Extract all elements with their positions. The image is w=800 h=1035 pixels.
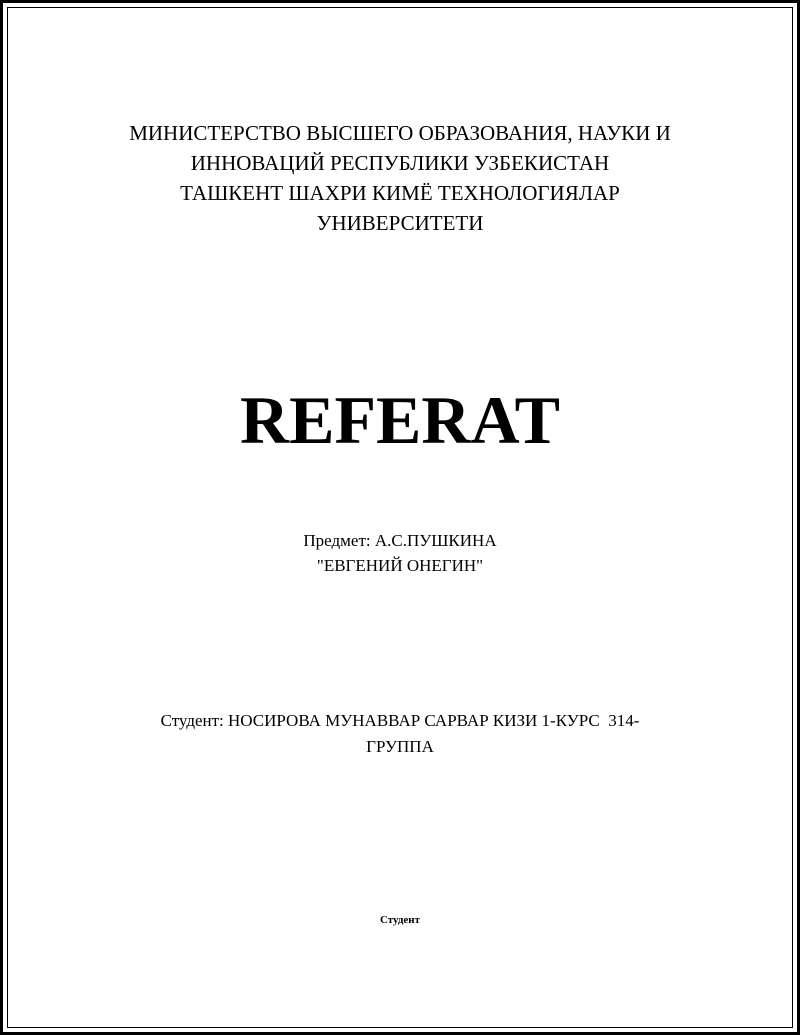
subject-block — [0, 528, 800, 578]
student-line-2: ГРУППА — [366, 737, 434, 756]
header-line-4: УНИВЕРСИТЕТИ — [316, 211, 484, 235]
institution-header — [0, 118, 800, 238]
student-block — [0, 708, 800, 760]
header-line-1: МИНИСТЕРСТВО ВЫСШЕГО ОБРАЗОВАНИЯ, НАУКИ И — [129, 121, 671, 145]
footer-label: Студент — [379, 914, 421, 926]
document-title: REFERAT — [240, 382, 560, 458]
subject-line-2: "ЕВГЕНИЙ ОНЕГИН" — [316, 556, 484, 575]
subject-line-1: Предмет: А.С.ПУШКИНА — [303, 531, 497, 550]
student-line-1: Студент: НОСИРОВА МУНАВВАР САРВАР КИЗИ 1-КУРС 314- — [160, 711, 640, 730]
header-line-2: ИННОВАЦИЙ РЕСПУБЛИКИ УЗБЕКИСТАН — [190, 151, 610, 175]
header-line-3: ТАШКЕНТ ШАХРИ КИМЁ ТЕХНОЛОГИЯЛАР — [180, 181, 620, 205]
